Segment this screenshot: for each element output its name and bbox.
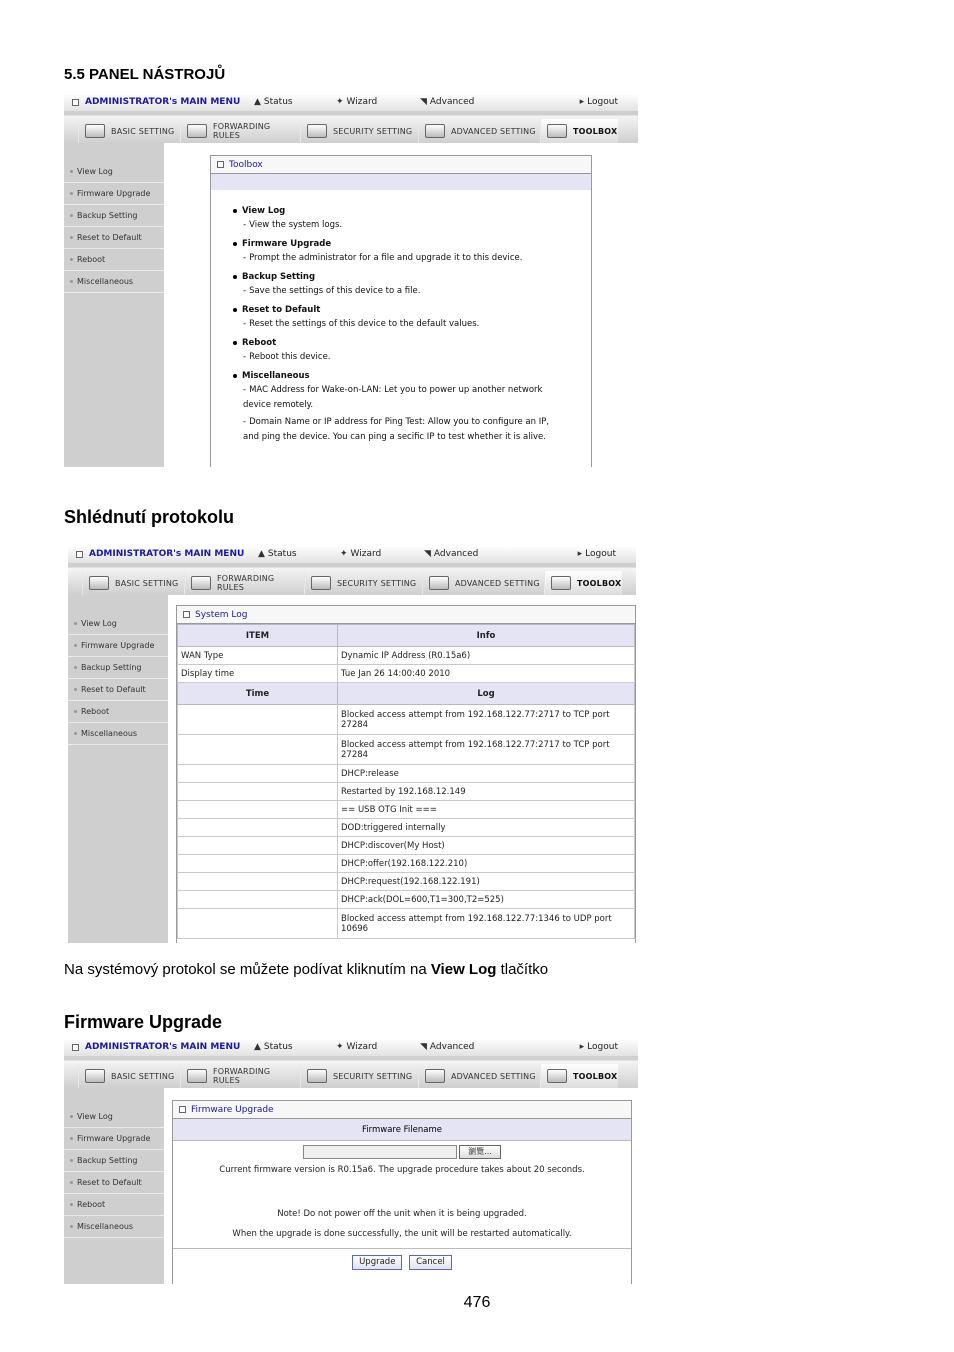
bullet-icon (70, 1181, 73, 1184)
sidebar (68, 613, 168, 745)
sidebar-item-backup-setting[interactable]: Backup Setting (68, 657, 168, 679)
power-off-note: Note! Do not power off the unit when it is being upgraded. (277, 1209, 527, 1219)
browse-button[interactable]: 瀏覽... (459, 1145, 501, 1159)
admin-menu-link[interactable]: ADMINISTRATOR's MAIN MENU (72, 97, 240, 107)
tab-bar (64, 115, 638, 143)
advanced-link[interactable]: ◥ Advanced (420, 97, 475, 107)
panel-square-icon (183, 611, 190, 618)
table-row: DHCP:release (178, 765, 635, 783)
system-log-screenshot (68, 547, 636, 943)
page-number: 476 (463, 1294, 491, 1311)
bullet-icon (70, 1115, 73, 1118)
firmware-section-heading: Firmware Upgrade (64, 1012, 223, 1032)
table-row: DHCP:ack(DOL=600,T1=300,T2=525) (178, 891, 635, 909)
advanced-setting-icon (425, 1069, 445, 1083)
toolbox-panel (210, 155, 592, 467)
toolbox-icon (551, 576, 571, 590)
bullet-icon (70, 214, 73, 217)
table-row: Blocked access attempt from 192.168.122.77:1346 to UDP port 10696 (178, 909, 635, 939)
status-icon: ▲ (254, 1042, 261, 1052)
wizard-link[interactable]: ✦ Wizard (336, 1042, 378, 1052)
status-link[interactable]: ▲ Status (254, 97, 293, 107)
sidebar-item-reboot[interactable]: Reboot (64, 1194, 164, 1216)
toolbox-screenshot (64, 95, 638, 467)
bullet-icon (233, 275, 237, 279)
form-buttons (173, 1249, 631, 1270)
table-row: WAN Type Dynamic IP Address (R0.15a6) (178, 647, 635, 665)
sidebar (64, 161, 164, 293)
panel-square-icon (179, 1106, 186, 1113)
content-area (164, 143, 638, 467)
bullet-icon (233, 209, 237, 213)
tab-toolbox[interactable]: TOOLBOX (540, 119, 618, 143)
sidebar-item-backup-setting[interactable]: Backup Setting (64, 205, 164, 227)
list-item: Backup Setting - Save the settings of this device to a file. (233, 270, 591, 299)
sidebar-item-firmware-upgrade[interactable]: Firmware Upgrade (64, 1128, 164, 1150)
top-menu-bar (68, 547, 636, 563)
wizard-link[interactable]: ✦ Wizard (336, 97, 378, 107)
security-icon (307, 124, 327, 138)
tab-bar (68, 567, 636, 595)
bullet-icon (70, 1137, 73, 1140)
sidebar-item-view-log[interactable]: View Log (64, 161, 164, 183)
wizard-icon: ✦ (340, 549, 348, 559)
bullet-icon (74, 732, 77, 735)
advanced-setting-icon (425, 124, 445, 138)
sidebar-item-reset-to-default[interactable]: Reset to Default (64, 1172, 164, 1194)
bullet-icon (233, 341, 237, 345)
content-area (168, 595, 636, 943)
toolbox-section-heading: 5.5 PANEL NÁSTROJŮ (64, 66, 226, 83)
tab-forwarding-rules[interactable]: FORWARDING RULES (180, 1064, 300, 1088)
wizard-icon: ✦ (336, 97, 344, 107)
bullet-icon (74, 622, 77, 625)
sidebar (64, 1106, 164, 1238)
menu-square-icon (72, 1044, 79, 1051)
system-log-panel-title: System Log (177, 606, 635, 624)
firmware-panel-title: Firmware Upgrade (173, 1101, 631, 1119)
status-icon: ▲ (254, 97, 261, 107)
firmware-upgrade-screenshot (64, 1040, 638, 1284)
sidebar-item-view-log[interactable]: View Log (68, 613, 168, 635)
bullet-icon (74, 666, 77, 669)
tab-advanced-setting[interactable]: ADVANCED SETTING (422, 571, 544, 595)
table-row: DHCP:offer(192.168.122.210) (178, 855, 635, 873)
status-link[interactable]: ▲ Status (258, 549, 297, 559)
sidebar-item-view-log[interactable]: View Log (64, 1106, 164, 1128)
advanced-link[interactable]: ◥ Advanced (424, 549, 479, 559)
bullet-icon (74, 644, 77, 647)
basic-setting-icon (89, 576, 109, 590)
bullet-icon (233, 374, 237, 378)
advanced-link[interactable]: ◥ Advanced (420, 1042, 475, 1052)
sidebar-item-miscellaneous[interactable]: Miscellaneous (64, 271, 164, 293)
logout-link[interactable]: ▸ Logout (579, 97, 618, 107)
sidebar-item-firmware-upgrade[interactable]: Firmware Upgrade (68, 635, 168, 657)
arrow-right-icon: ▸ (577, 549, 583, 559)
tab-forwarding-rules[interactable]: FORWARDING RULES (184, 571, 304, 595)
table-row: Blocked access attempt from 192.168.122.77:2717 to TCP port 27284 (178, 705, 635, 735)
tab-forwarding-rules[interactable]: FORWARDING RULES (180, 119, 300, 143)
bullet-icon (70, 192, 73, 195)
tab-basic-setting[interactable]: BASIC SETTING (82, 571, 184, 595)
list-item: Firmware Upgrade - Prompt the administrator for a file and upgrade it to this device. (233, 237, 591, 266)
table-row: Restarted by 192.168.12.149 (178, 783, 635, 801)
sidebar-item-reset-to-default[interactable]: Reset to Default (64, 227, 164, 249)
upgrade-button[interactable]: Upgrade (352, 1255, 402, 1270)
sidebar-item-backup-setting[interactable]: Backup Setting (64, 1150, 164, 1172)
table-header-row: ITEM Info (178, 625, 635, 647)
cancel-button[interactable]: Cancel (409, 1255, 452, 1270)
security-icon (311, 576, 331, 590)
instruction-paragraph: Na systémový protokol se můžete podívat kliknutím na View Log tlačítko (64, 961, 549, 978)
forwarding-icon (191, 576, 211, 590)
firmware-upgrade-panel (172, 1100, 632, 1284)
table-row: DHCP:discover(My Host) (178, 837, 635, 855)
admin-menu-link[interactable]: ADMINISTRATOR's MAIN MENU (76, 549, 244, 559)
forwarding-icon (187, 1069, 207, 1083)
panel-square-icon (217, 161, 224, 168)
advanced-setting-icon (429, 576, 449, 590)
top-menu-bar (64, 95, 638, 111)
forwarding-icon (187, 124, 207, 138)
content-area (164, 1088, 638, 1284)
advanced-icon: ◥ (420, 1042, 427, 1052)
toolbox-panel-title: Toolbox (211, 156, 591, 174)
bullet-icon (74, 688, 77, 691)
tab-advanced-setting[interactable]: ADVANCED SETTING (418, 119, 540, 143)
logout-link[interactable]: ▸ Logout (577, 549, 616, 559)
bullet-icon (233, 242, 237, 246)
tab-basic-setting[interactable]: BASIC SETTING (78, 119, 180, 143)
bullet-icon (233, 308, 237, 312)
basic-setting-icon (85, 124, 105, 138)
advanced-icon: ◥ (424, 549, 431, 559)
table-row: DOD:triggered internally (178, 819, 635, 837)
table-row: Display time Tue Jan 26 14:00:40 2010 (178, 665, 635, 683)
wizard-icon: ✦ (336, 1042, 344, 1052)
system-log-table (177, 624, 635, 939)
tab-basic-setting[interactable]: BASIC SETTING (78, 1064, 180, 1088)
bullet-icon (70, 1203, 73, 1206)
firmware-version-text: Current firmware version is R0.15a6. The upgrade procedure takes about 20 seconds. (219, 1165, 585, 1175)
bullet-icon (70, 1225, 73, 1228)
top-menu-bar (64, 1040, 638, 1056)
list-item: Reset to Default - Reset the settings of this device to the default values. (233, 303, 591, 332)
panel-band (211, 174, 591, 190)
sidebar-item-firmware-upgrade[interactable]: Firmware Upgrade (64, 183, 164, 205)
file-picker (173, 1141, 631, 1163)
security-icon (307, 1069, 327, 1083)
logout-link[interactable]: ▸ Logout (579, 1042, 618, 1052)
arrow-right-icon: ▸ (579, 97, 585, 107)
list-item: Reboot - Reboot this device. (233, 336, 591, 365)
firmware-file-input[interactable] (303, 1145, 457, 1159)
list-item: View Log - View the system logs. (233, 204, 591, 233)
sidebar-item-miscellaneous[interactable]: Miscellaneous (68, 723, 168, 745)
admin-menu-link[interactable]: ADMINISTRATOR's MAIN MENU (72, 1042, 240, 1052)
bullet-icon (70, 236, 73, 239)
menu-square-icon (76, 551, 83, 558)
table-row: DHCP:request(192.168.122.191) (178, 873, 635, 891)
status-icon: ▲ (258, 549, 265, 559)
menu-square-icon (72, 99, 79, 106)
firmware-filename-header: Firmware Filename (173, 1119, 631, 1141)
tab-security-setting[interactable]: SECURITY SETTING (300, 119, 418, 143)
list-item: Miscellaneous - MAC Address for Wake-on-LAN: Let you to power up another network device remotely. - Domain Name or IP address for Ping Test: Allow you to configure an IP, and ping the device. You can ping a secific IP to test whether it is alive. (233, 369, 591, 445)
sidebar-item-reset-to-default[interactable]: Reset to Default (68, 679, 168, 701)
system-log-panel (176, 605, 636, 943)
wizard-link[interactable]: ✦ Wizard (340, 549, 382, 559)
status-link[interactable]: ▲ Status (254, 1042, 293, 1052)
firmware-body (173, 1141, 631, 1270)
sidebar-item-reboot[interactable]: Reboot (64, 249, 164, 271)
restart-text: When the upgrade is done successfully, the unit will be restarted automatically. (173, 1227, 631, 1249)
tab-toolbox[interactable]: TOOLBOX (544, 571, 622, 595)
table-row: Blocked access attempt from 192.168.122.77:2717 to TCP port 27284 (178, 735, 635, 765)
tab-toolbox[interactable]: TOOLBOX (540, 1064, 618, 1088)
toolbox-icon (547, 124, 567, 138)
bullet-icon (74, 710, 77, 713)
bullet-icon (70, 258, 73, 261)
tab-bar (64, 1060, 638, 1088)
sidebar-item-reboot[interactable]: Reboot (68, 701, 168, 723)
log-section-heading: Shlédnutí protokolu (64, 507, 234, 527)
sidebar-item-miscellaneous[interactable]: Miscellaneous (64, 1216, 164, 1238)
tab-security-setting[interactable]: SECURITY SETTING (300, 1064, 418, 1088)
basic-setting-icon (85, 1069, 105, 1083)
bullet-icon (70, 280, 73, 283)
arrow-right-icon: ▸ (579, 1042, 585, 1052)
table-row: == USB OTG Init === (178, 801, 635, 819)
toolbox-icon (547, 1069, 567, 1083)
advanced-icon: ◥ (420, 97, 427, 107)
bullet-icon (70, 1159, 73, 1162)
tab-advanced-setting[interactable]: ADVANCED SETTING (418, 1064, 540, 1088)
bullet-icon (70, 170, 73, 173)
toolbox-list (211, 190, 591, 445)
table-header-row: Time Log (178, 683, 635, 705)
tab-security-setting[interactable]: SECURITY SETTING (304, 571, 422, 595)
